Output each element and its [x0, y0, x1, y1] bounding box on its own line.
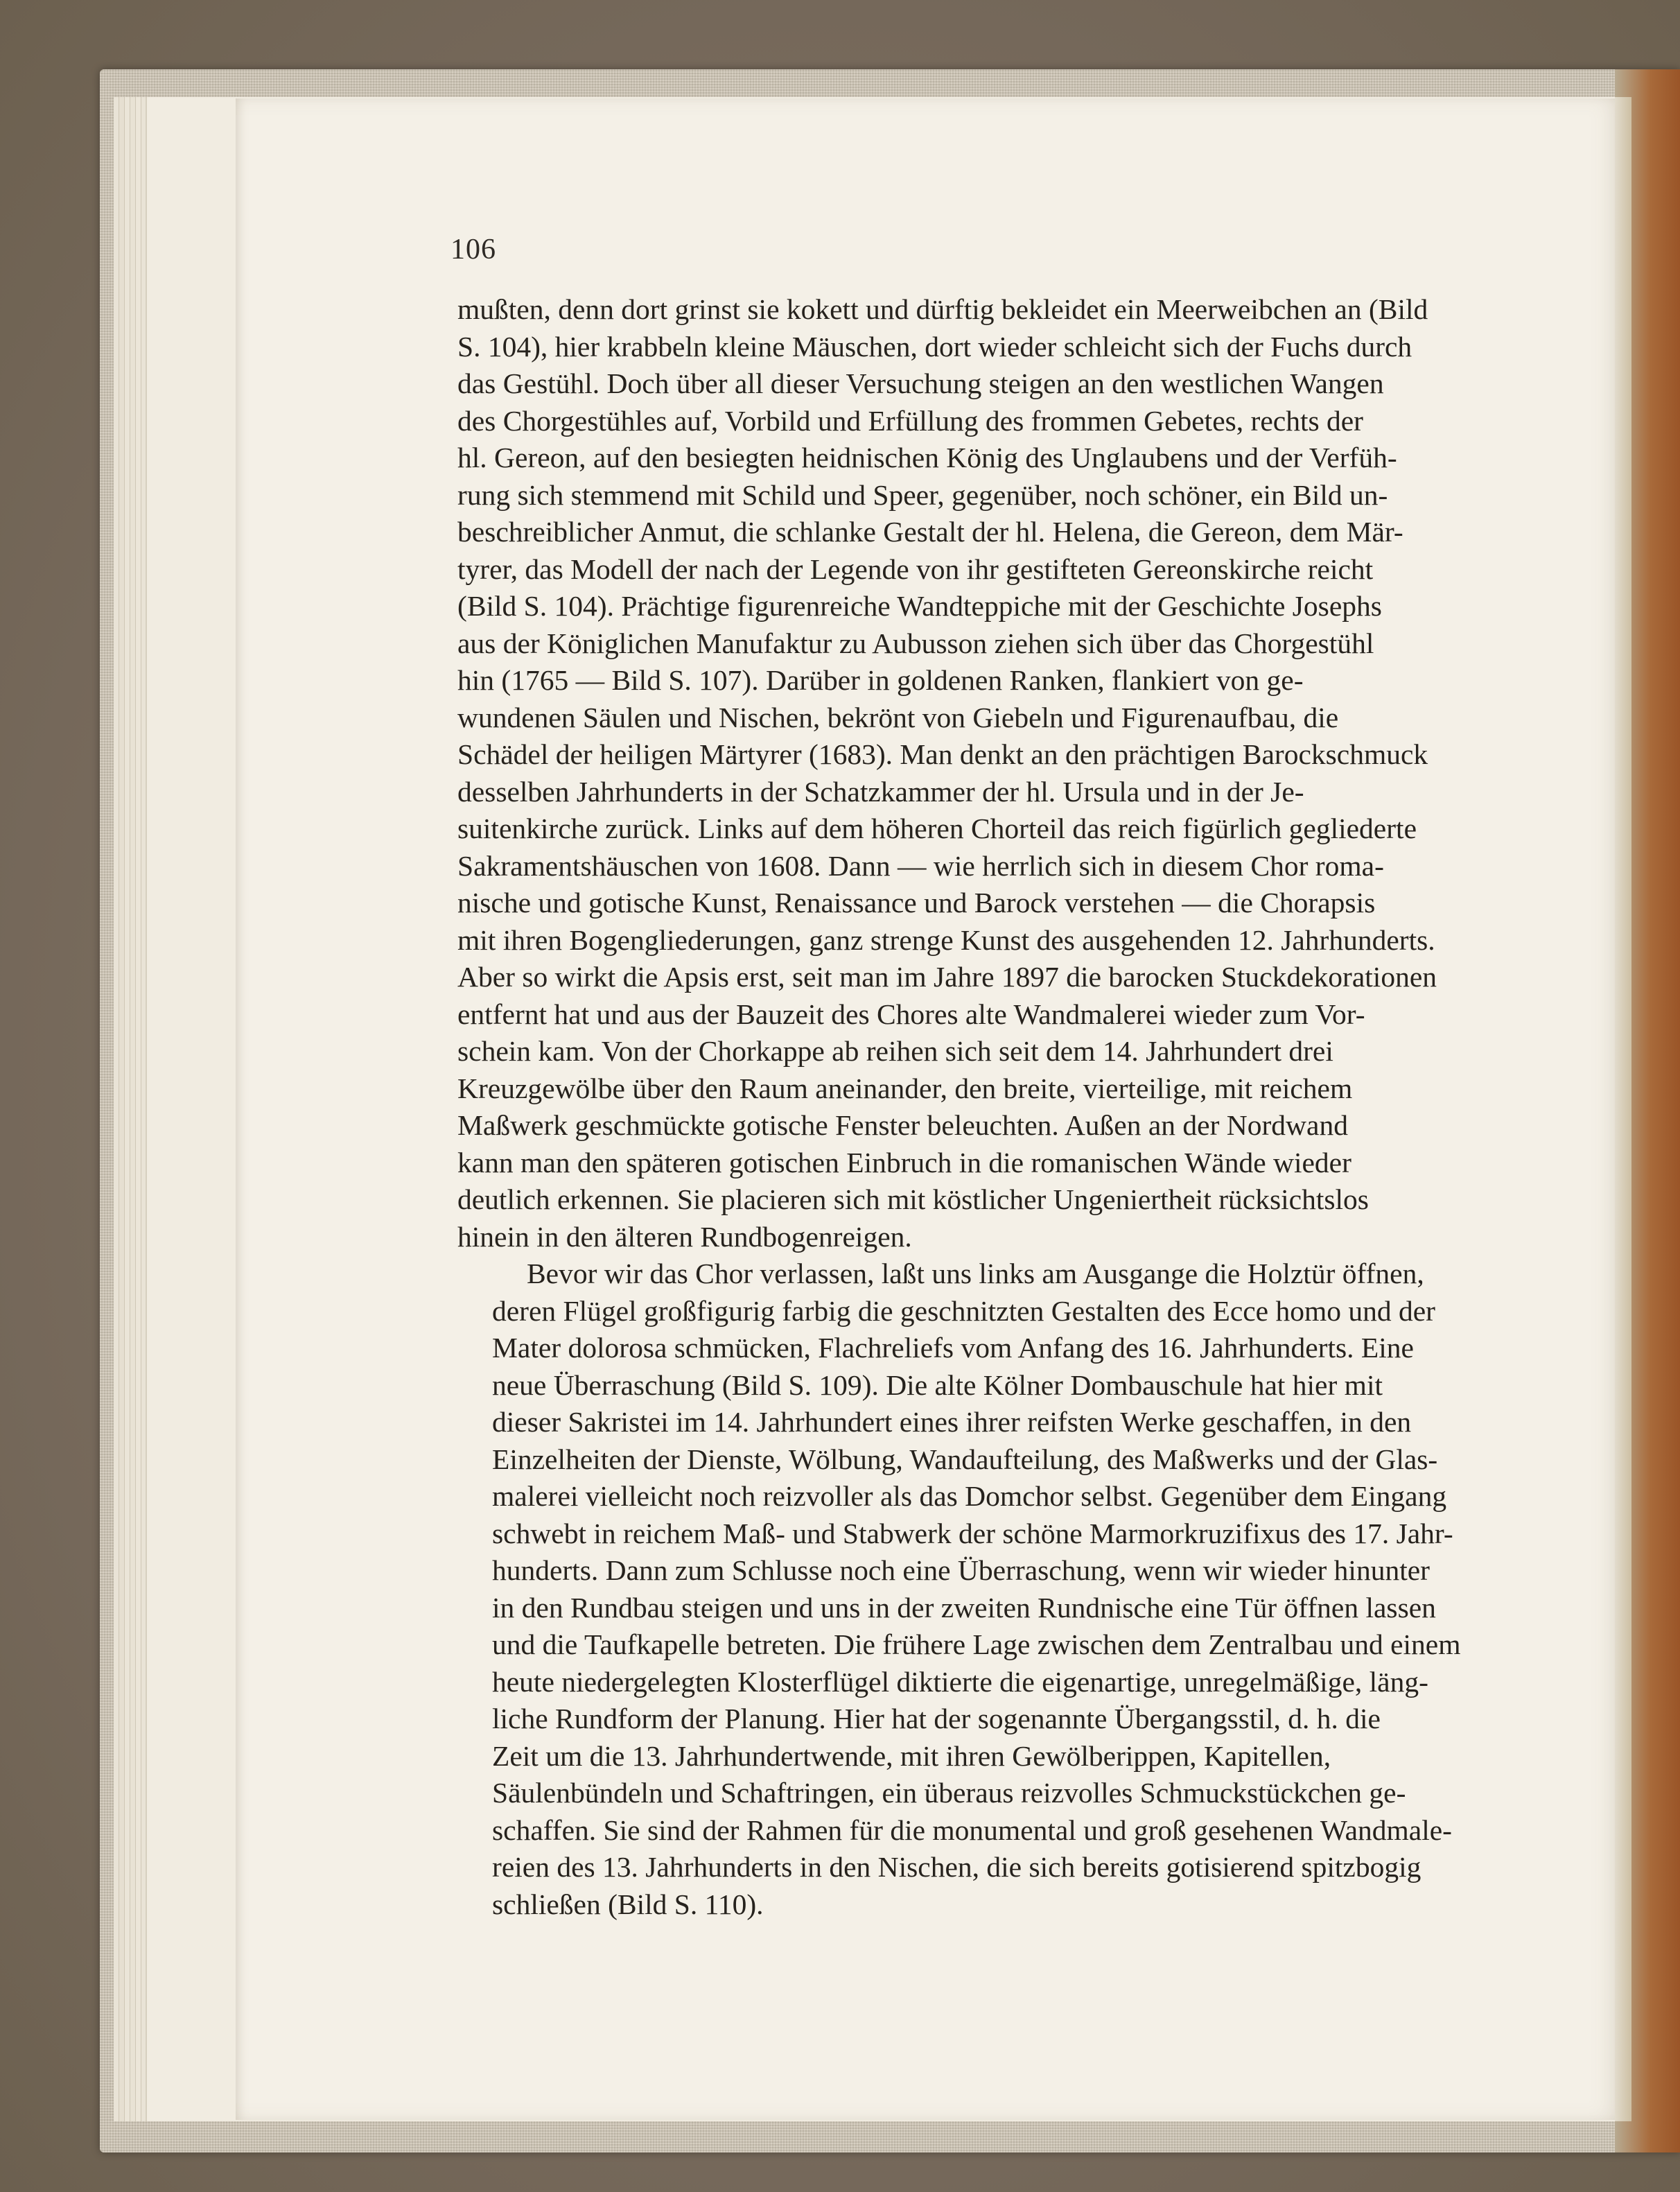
text-line: malerei vielleicht noch reizvoller als das Domchor selbst. Gegenüber dem Eingang [492, 1480, 1447, 1512]
text-line: liche Rundform der Planung. Hier hat der sogenannte Übergangsstil, d. h. die [492, 1703, 1381, 1734]
text-line: Schädel der heiligen Märtyrer (1683). Man denkt an den prächtigen Barockschmuck [457, 738, 1428, 770]
page-fore-edge [1615, 97, 1631, 2121]
text-line: mit ihren Bogengliederungen, ganz strenge Kunst des ausgehenden 12. Jahrhunderts. [457, 923, 1435, 956]
text-line: hin (1765 — Bild S. 107). Darüber in goldenen Ranken, flankiert von ge- [457, 664, 1304, 696]
text-line: Kreuzgewölbe über den Raum aneinander, den breite, vierteilige, mit reichem [457, 1072, 1353, 1104]
text-line: schaffen. Sie sind der Rahmen für die monumental und groß gesehenen Wandmale- [492, 1813, 1452, 1846]
text-line: hunderts. Dann zum Schlusse noch eine Überraschung, wenn wir wieder hinunter [492, 1554, 1430, 1586]
paragraph-2 [457, 1255, 1525, 1923]
text-line: schließen (Bild S. 110). [492, 1888, 764, 1920]
text-line: schwebt in reichem Maß- und Stabwerk der schöne Marmorkruzifixus des 17. Jahr- [492, 1517, 1453, 1549]
text-line: deren Flügel großfigurig farbig die geschnitzten Gestalten des Ecce homo und der [492, 1294, 1435, 1327]
text-line: Bevor wir das Chor verlassen, laßt uns links am Ausgange die Holztür öffnen, [527, 1258, 1424, 1289]
text-line: in den Rundbau steigen und uns in der zweiten Rundnische eine Tür öffnen lassen [492, 1591, 1436, 1624]
text-line: suitenkirche zurück. Links auf dem höheren Chorteil das reich figürlich gegliederte [457, 812, 1417, 844]
text-line: rung sich stemmend mit Schild und Speer, gegenüber, noch schöner, ein Bild un- [457, 478, 1388, 511]
text-line: beschreiblicher Anmut, die schlanke Gestalt der hl. Helena, die Gereon, dem Mär- [457, 516, 1403, 548]
text-line: Sakramentshäuschen von 1608. Dann — wie herrlich sich in diesem Chor roma- [457, 849, 1384, 882]
text-line: mußten, denn dort grinst sie kokett und dürftig bekleidet ein Meerweibchen an (Bild [457, 293, 1428, 325]
text-line: S. 104), hier krabbeln kleine Mäuschen, dort wieder schleicht sich der Fuchs durch [457, 330, 1412, 363]
text-line: reien des 13. Jahrhunderts in den Nischen, die sich bereits gotisierend spitzbogig [492, 1851, 1421, 1883]
text-line: Mater dolorosa schmücken, Flachreliefs vom Anfang des 16. Jahrhunderts. Eine [492, 1332, 1414, 1364]
text-line: deutlich erkennen. Sie placieren sich mit köstlicher Ungeniertheit rücksichtslos [457, 1183, 1369, 1215]
text-line: hl. Gereon, auf den besiegten heidnischen König des Unglaubens und der Verfüh- [457, 442, 1397, 473]
text-line: tyrer, das Modell der nach der Legende von ihr gestifteten Gereonskirche reicht [457, 553, 1374, 585]
text-line: Säulenbündeln und Schaftringen, ein überaus reizvolles Schmuckstückchen ge- [492, 1777, 1406, 1809]
paragraph-1 [457, 291, 1525, 1255]
text-line: hinein in den älteren Rundbogenreigen. [457, 1220, 912, 1253]
page-number: 106 [450, 234, 496, 266]
text-line: Einzelheiten der Dienste, Wölbung, Wandaufteilung, des Maßwerks und der Glas- [492, 1443, 1438, 1475]
body-text [457, 291, 1525, 1923]
text-line: Zeit um die 13. Jahrhundertwende, mit ihren Gewölberippen, Kapitellen, [492, 1739, 1331, 1772]
text-line: desselben Jahrhunderts in der Schatzkammer der hl. Ursula und in der Je- [457, 775, 1304, 808]
text-line: Aber so wirkt die Apsis erst, seit man im Jahre 1897 die barocken Stuckdekorationen [457, 961, 1437, 993]
text-line: kann man den späteren gotischen Einbruch in die romanischen Wände wieder [457, 1146, 1351, 1178]
text-line: entfernt hat und aus der Bauzeit des Chores alte Wandmalerei wieder zum Vor- [457, 998, 1365, 1030]
text-line: (Bild S. 104). Prächtige figurenreiche Wandteppiche mit der Geschichte Josephs [457, 590, 1382, 622]
text-line: heute niedergelegten Klosterflügel diktierte die eigenartige, unregelmäßige, läng- [492, 1665, 1428, 1698]
text-line: neue Überraschung (Bild S. 109). Die alte Kölner Dombauschule hat hier mit [492, 1368, 1383, 1401]
text-line: und die Taufkapelle betreten. Die frühere Lage zwischen dem Zentralbau und einem [492, 1628, 1461, 1660]
text-line: wundenen Säulen und Nischen, bekrönt von Giebeln und Figurenaufbau, die [457, 701, 1339, 733]
text-line: das Gestühl. Doch über all dieser Versuchung steigen an den westlichen Wangen [457, 367, 1384, 399]
text-line: Maßwerk geschmückte gotische Fenster beleuchten. Außen an der Nordwand [457, 1109, 1348, 1141]
text-line: aus der Königlichen Manufaktur zu Aubusson ziehen sich über das Chorgestühl [457, 627, 1374, 659]
text-line: dieser Sakristei im 14. Jahrhundert eines ihrer reifsten Werke geschaffen, in den [492, 1406, 1412, 1438]
text-line: schein kam. Von der Chorkappe ab reihen sich seit dem 14. Jahrhundert drei [457, 1035, 1333, 1067]
text-line: des Chorgestühles auf, Vorbild und Erfüllung des frommen Gebetes, rechts der [457, 404, 1363, 437]
text-line: nische und gotische Kunst, Renaissance und Barock verstehen — die Chorapsis [457, 887, 1376, 919]
